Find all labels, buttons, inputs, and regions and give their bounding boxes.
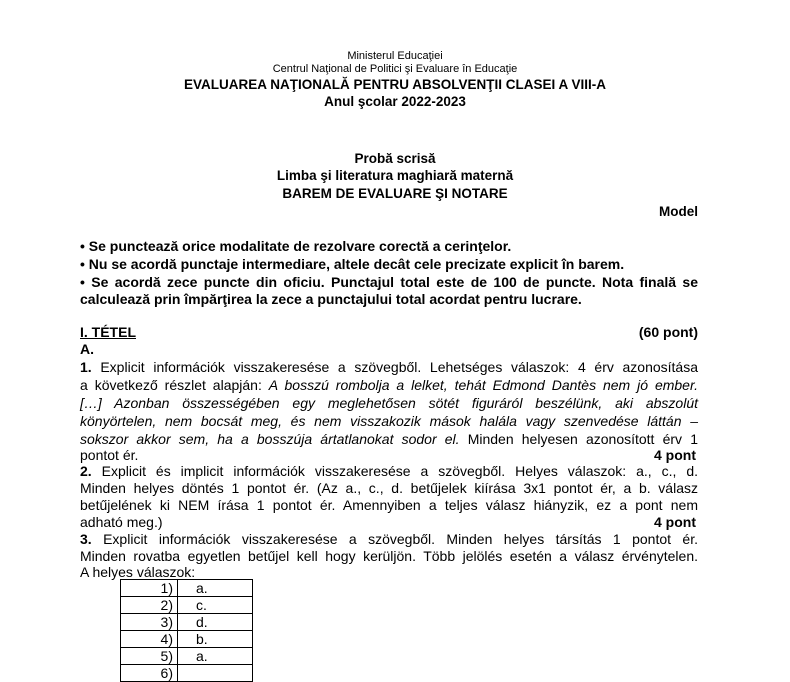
answer-number: 3) [121, 614, 178, 631]
answer-value: a. [178, 648, 253, 665]
q1-text-6: pontot ér. [80, 447, 139, 463]
q2-text-4: adható meg.) [80, 514, 163, 530]
answer-number: 2) [121, 597, 178, 614]
q2-line-4 [80, 513, 698, 532]
answer-value: b. [178, 631, 253, 648]
school-year: Anul şcolar 2022-2023 [324, 94, 466, 109]
section-points: (60 pont) [638, 324, 698, 340]
rule-1: • Se punctează orice modalitate de rezolvare corectă a cerinţelor. [80, 238, 512, 254]
table-row [121, 614, 253, 631]
answer-number: 6) [121, 665, 178, 682]
section-heading [80, 323, 698, 342]
q1-number: 1. [80, 359, 92, 375]
table-row [121, 597, 253, 614]
answer-value: a. [178, 580, 253, 597]
q1-quote-1: A bosszú rombolja a lelket, tehát Edmond Dantès nem jó ember. [268, 377, 699, 393]
q2-line-3: betűjelének ki NEM írása 1 pontot ér. Amennyiben a teljes válasz hiányzik, ez a pont nem [80, 497, 698, 513]
rule-2: • Nu se acordă punctaje intermediare, altele decât cele precizate explicit în barem. [80, 256, 625, 272]
subject-name: Limba şi literatura maghiară maternă [276, 168, 514, 183]
answer-number: 5) [121, 648, 178, 665]
q1-text-1: Explicit információk visszakeresése a szövegből. Lehetséges válaszok: 4 érv azonosítása [100, 359, 698, 375]
model-label: Model [659, 204, 698, 219]
q3-line-1 [80, 530, 698, 549]
q1-line-1 [80, 358, 698, 377]
table-row [121, 580, 253, 597]
answer-number: 1) [121, 580, 178, 597]
center-name: Centrul Naţional de Politici şi Evaluare în Educaţie [272, 63, 518, 75]
q2-text-1: Explicit és implicit információk visszakeresése a szövegből. Helyes válaszok: a., c., d. [101, 463, 698, 479]
answer-number: 4) [121, 631, 178, 648]
q2-points: 4 pont [654, 514, 696, 530]
q3-line-2: Minden rovatba egyetlen betűjel kell hogy kerüljön. Több jelölés esetén a válasz érvénytelen. [80, 548, 698, 564]
answer-value [178, 665, 253, 682]
answers-table [120, 579, 253, 682]
q2-line-1 [80, 462, 698, 481]
answer-value: d. [178, 614, 253, 631]
answer-value: c. [178, 597, 253, 614]
section-title: I. TÉTEL [80, 324, 136, 340]
rule-3-cont: calculează prin împărţirea la zece a punctajului total acordat pentru lucrare. [80, 291, 582, 307]
q1-points: 4 pont [654, 447, 696, 463]
q2-line-2: Minden helyes döntés 1 pontot ér. (Az a., c., d. betűjelek kiírása 3x1 pontot ér, a b. válasz [80, 480, 698, 496]
q3-number: 3. [80, 531, 92, 547]
q1-text-2a: a következő részlet alapján: [80, 377, 269, 393]
table-row [121, 648, 253, 665]
q1-quote-end: sokszor akkor sem, ha a bosszúja ártatlanokat sodor el. [80, 431, 460, 447]
barem-title: BAREM DE EVALUARE ŞI NOTARE [282, 186, 508, 201]
test-type: Probă scrisă [354, 151, 436, 166]
rule-3: • Se acordă zece puncte din oficiu. Punctajul total este de 100 de puncte. Nota finală se [80, 274, 698, 290]
table-row [121, 665, 253, 682]
ministry-name: Ministerul Educaţiei [347, 50, 443, 62]
q1-line-2 [80, 376, 698, 395]
q3-text-1: Explicit információk visszakeresése a szövegből. Minden helyes társítás 1 pontot ér. [103, 531, 698, 547]
q1-line-4: könyörtelen, nem bocsát meg, és nem visszakozik mások halála vagy szenvedése láttán – [80, 413, 698, 429]
q1-line-3: […] Azonban összességében egy meglehetősen sötét figuráról beszélünk, aki abszolút [80, 395, 698, 411]
section-part: A. [80, 341, 94, 357]
q1-text-5: Minden helyesen azonosított érv 1 [459, 431, 698, 447]
table-row [121, 631, 253, 648]
q2-number: 2. [80, 463, 92, 479]
q3-line-3: A helyes válaszok: [80, 564, 196, 580]
exam-title: EVALUAREA NAŢIONALĂ PENTRU ABSOLVENŢII CLASEI A VIII-A [183, 77, 606, 92]
